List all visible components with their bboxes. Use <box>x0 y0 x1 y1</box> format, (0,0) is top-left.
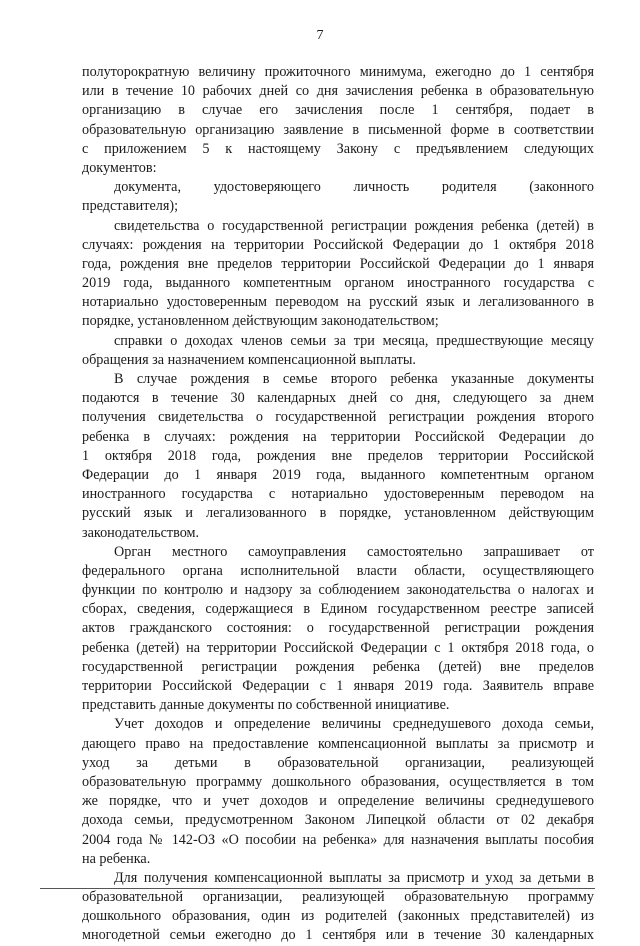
text-line: организацию в случае его зачисления после 1 сентября, подает в <box>82 102 594 119</box>
text-line: документов: <box>82 159 157 176</box>
text-line: дающего право на предоставление компенсационной выплаты за присмотр и <box>82 735 594 752</box>
body-text <box>82 63 594 946</box>
text-line: Орган местного самоуправления самостоятельно запрашивает от <box>114 543 594 560</box>
text-line: полуторократную величину прожиточного минимума, ежегодно до 1 сентября <box>82 64 594 80</box>
text-line: обращения за назначением компенсационной выплаты. <box>82 351 416 368</box>
text-line: свидетельства о государственной регистрации рождения ребенка (детей) в <box>114 217 594 234</box>
text-line: документа, удостоверяющего личность родителя (законного <box>114 179 594 196</box>
text-line: В случае рождения в семье второго ребенка указанные документы <box>114 371 594 387</box>
text-line: государственной регистрации рождения ребенка (детей) вне пределов <box>82 658 594 675</box>
text-line: Федерации до 1 января 2019 года, выданного компетентным органом <box>82 466 594 483</box>
text-line: нотариально удостоверенным переводом на русский язык и легализованного в <box>82 294 594 311</box>
text-line: дохода семьи, предусмотренном Законом Липецкой области от 02 декабря <box>82 812 594 829</box>
page-number: 7 <box>316 28 324 43</box>
text-line: представителя); <box>82 198 179 215</box>
text-line: порядке, установленном действующим законодательством; <box>82 313 439 330</box>
text-line: сборах, сведения, содержащиеся в Едином государственном реестре записей <box>82 601 594 618</box>
text-line: ребенка в случаях: рождения на территории Российской Федерации до <box>82 428 594 445</box>
text-line: на ребенка. <box>82 850 151 867</box>
text-line: представить данные документы по собственной инициативе. <box>82 697 450 714</box>
text-line: уход за детьми в образовательной организации, реализующей <box>82 754 594 771</box>
text-line: актов гражданского состояния: о государственной регистрации рождения <box>82 620 594 637</box>
text-line: Для получения компенсационной выплаты за присмотр и уход за детьми в <box>114 869 594 886</box>
text-line: 2019 года, выданного компетентным органом иностранного государства с <box>82 275 594 292</box>
text-line: или в течение 10 рабочих дней со дня зачисления ребенка в образовательную <box>82 83 594 100</box>
text-line: образовательную программу дошкольного образования, осуществляется в том <box>82 773 594 790</box>
text-line: же порядке, что и учет доходов и определение величины среднедушевого <box>82 793 594 810</box>
text-line: иностранного государства с нотариально удостоверенным переводом на <box>82 486 594 503</box>
text-line: образовательную организацию заявление в письменной форме в соответствии <box>82 121 594 138</box>
text-line: федерального органа исполнительной власти области, осуществляющего <box>82 562 594 579</box>
text-line: законодательством. <box>82 524 200 541</box>
text-line: ребенка (детей) на территории Российской Федерации с 1 октября 2018 года, о <box>82 639 594 656</box>
text-line: многодетной семьи ежегодно до 1 сентября или в течение 30 календарных <box>82 927 594 944</box>
text-line: функции по контролю и надзору за соблюдением законодательства о налогах и <box>82 582 594 599</box>
text-line: образовательной организации, реализующей образовательную программу <box>82 889 594 906</box>
text-line: 2004 года № 142-ОЗ «О пособии на ребенка» для назначения выплаты пособия <box>82 831 594 848</box>
text-line: справки о доходах членов семьи за три месяца, предшествующие месяцу <box>114 332 594 349</box>
text-line: территории Российской Федерации с 1 января 2019 года. Заявитель вправе <box>82 678 594 694</box>
text-line: с приложением 5 к настоящему Закону с предъявлением следующих <box>82 140 594 157</box>
bottom-rule <box>40 888 595 889</box>
text-line: Учет доходов и определение величины среднедушевого дохода семьи, <box>114 716 594 733</box>
text-line: 1 октября 2018 года, рождения вне пределов территории Российской <box>82 447 594 464</box>
text-line: дошкольного образования, один из родителей (законных представителей) из <box>82 908 594 925</box>
text-line: подаются в течение 30 календарных дней со дня, следующего за днем <box>82 390 594 407</box>
text-line: случаях: рождения на территории Российской Федерации до 1 октября 2018 <box>82 236 594 253</box>
text-line: года, рождения вне пределов территории Российской Федерации до 1 января <box>82 255 594 272</box>
text-line: получения свидетельства о государственной регистрации рождения второго <box>82 409 594 426</box>
text-line: русский язык и легализованного в порядке, установленном действующим <box>82 505 594 522</box>
